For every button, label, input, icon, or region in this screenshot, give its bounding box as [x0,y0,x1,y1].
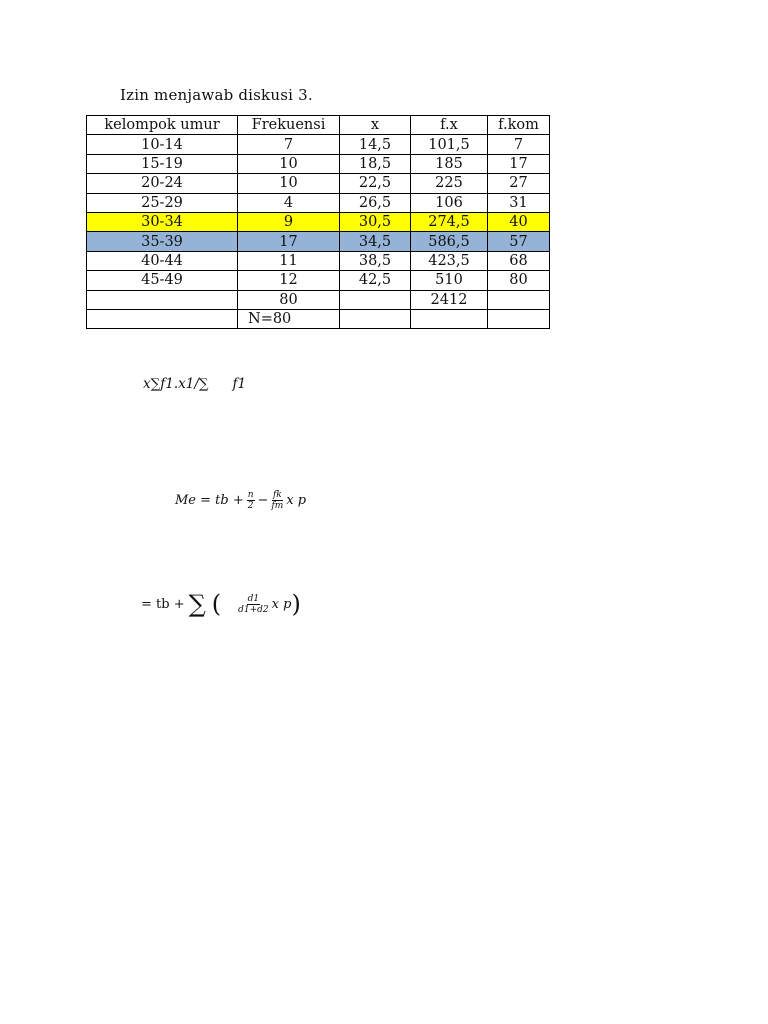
cell: 30-34 [87,212,238,231]
cell: 10 [238,174,340,193]
frequency-table [86,115,550,329]
table-row [87,135,550,154]
cell [488,290,550,309]
cell: 40 [488,212,550,231]
cell [488,309,550,328]
cell: 101,5 [411,135,488,154]
mode-lhs: = tb + [141,596,185,612]
cell: 185 [411,154,488,173]
cell-n: N=80 [238,309,340,328]
cell: 106 [411,193,488,212]
cell: 17 [488,154,550,173]
cell: 35-39 [87,232,238,251]
header-fkom: f.kom [488,116,550,135]
cell: 22,5 [340,174,411,193]
sigma-symbol: ∑ [188,590,206,618]
cell: 14,5 [340,135,411,154]
cell: 225 [411,174,488,193]
fraction-denominator: 2 [247,501,254,511]
header-frekuensi: Frekuensi [238,116,340,135]
cell [87,290,238,309]
cell: 25-29 [87,193,238,212]
table-row [87,251,550,270]
cell: 20-24 [87,174,238,193]
mean-formula-part-b: 𝑓1 [232,376,247,392]
cell: 27 [488,174,550,193]
mean-formula [143,376,246,392]
cell: 80 [488,271,550,290]
cell [340,309,411,328]
cell [340,290,411,309]
cell: 26,5 [340,193,411,212]
cell: 7 [488,135,550,154]
header-kelompok-umur: kelompok umur [87,116,238,135]
table-row [87,271,550,290]
table-row-highlight-blue [87,232,550,251]
median-lhs: 𝑀𝑒 = 𝑡𝑏 + [175,493,244,508]
cell: 42,5 [340,271,411,290]
cell: 10 [238,154,340,173]
fraction-denominator: 𝑓𝑚 [271,501,284,511]
cell: 31 [488,193,550,212]
cell: 9 [238,212,340,231]
intro-text: Izin menjawab diskusi 3. [120,86,313,104]
cell: 15-19 [87,154,238,173]
cell [411,309,488,328]
cell: 274,5 [411,212,488,231]
table-total-row [87,290,550,309]
median-tail: 𝑥 𝑝 [286,493,307,508]
header-fx: f.x [411,116,488,135]
cell: 4 [238,193,340,212]
cell: 68 [488,251,550,270]
cell: 34,5 [340,232,411,251]
cell: 45-49 [87,271,238,290]
fraction-denominator: 𝑑1+𝑑2 [238,604,269,615]
table-n-row [87,309,550,328]
cell: 18,5 [340,154,411,173]
header-x: x [340,116,411,135]
cell: 38,5 [340,251,411,270]
table-row [87,193,550,212]
cell: 510 [411,271,488,290]
table-row [87,174,550,193]
mode-tail: 𝑥 𝑝 [271,596,292,612]
mode-formula [141,592,301,616]
cell: 586,5 [411,232,488,251]
cell-total-frekuensi: 80 [238,290,340,309]
table-row-highlight-yellow [87,212,550,231]
cell [87,309,238,328]
cell: 7 [238,135,340,154]
median-formula [175,490,306,511]
fraction-fk-over-fm [271,490,283,511]
fraction-numerator: 𝑑1 [247,593,260,604]
fraction-n-over-2 [247,490,255,511]
cell: 10-14 [87,135,238,154]
mean-formula-part-a: x∑𝑓1.𝑥1/∑ [143,376,209,392]
cell: 11 [238,251,340,270]
cell: 17 [238,232,340,251]
cell: 30,5 [340,212,411,231]
fraction-numerator: 𝑓𝑘 [272,490,282,500]
cell: 423,5 [411,251,488,270]
table-row [87,154,550,173]
cell: 12 [238,271,340,290]
close-paren: ) [291,590,301,618]
cell: 40-44 [87,251,238,270]
fraction-d1-over-d1d2 [238,594,269,615]
open-paren: ( [211,590,222,618]
minus-sign: − [257,493,269,508]
fraction-numerator: 𝑛 [247,490,254,500]
table-header-row [87,116,550,135]
cell-total-fx: 2412 [411,290,488,309]
cell: 57 [488,232,550,251]
